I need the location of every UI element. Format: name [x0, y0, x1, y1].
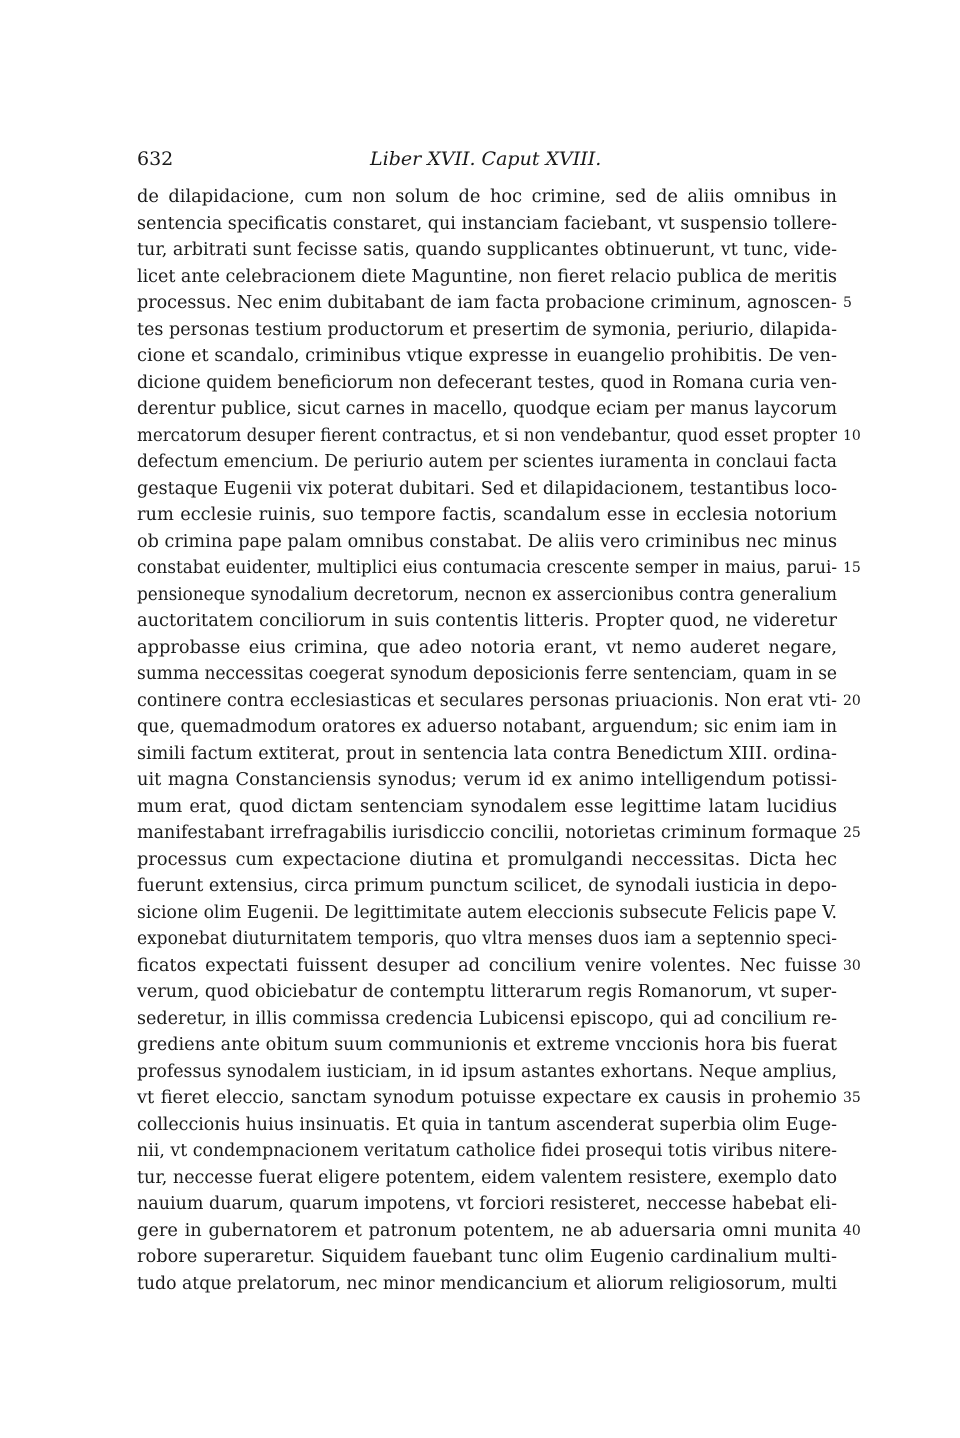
line-text: derentur publice, sicut carnes in macello, quodque eciam per manus laycorum [137, 398, 837, 419]
text-line [137, 1138, 837, 1165]
line-text: constabat euidenter, multiplici eius contumacia crescente semper in maius, parui- [137, 557, 837, 578]
text-line [137, 502, 837, 529]
text-line [137, 661, 837, 688]
text-line [137, 608, 837, 635]
line-text: gestaque Eugenii vix poterat dubitari. Sed et dilapidacionem, testantibus loco- [137, 477, 837, 499]
line-number: 20 [843, 692, 861, 709]
line-text: tudo atque prelatorum, nec minor mendicancium et aliorum religiosorum, multi [137, 1272, 837, 1294]
text-line [137, 1244, 837, 1271]
text-line [137, 343, 837, 370]
line-text: que, quemadmodum oratores ex aduerso notabant, arguendum; sic enim iam in [137, 716, 837, 737]
text-line [137, 211, 837, 238]
text-line [137, 873, 837, 900]
text-line [137, 926, 837, 953]
text-line [137, 1059, 837, 1086]
line-text: uit magna Constanciensis synodus; verum id ex animo intelligendum potissi- [137, 769, 837, 790]
text-line [137, 767, 837, 794]
line-text: cione et scandalo, criminibus vtique expresse in euangelio prohibitis. De ven- [137, 345, 837, 366]
body-text [137, 184, 861, 1297]
line-text: rum ecclesie ruinis, suo tempore factis, scandalum esse in ecclesia notorium [137, 504, 837, 525]
text-line [137, 184, 837, 211]
line-text: fuerunt extensius, circa primum punctum scilicet, de synodali iusticia in depo- [137, 875, 837, 896]
text-line [137, 1191, 837, 1218]
line-text: manifestabant irrefragabilis iurisdiccio concilii, notorietas criminum formaque [137, 822, 837, 843]
line-number: 5 [843, 295, 852, 311]
line-number: 40 [843, 1222, 861, 1239]
text-line [137, 476, 837, 503]
line-text: tur, arbitrati sunt fecisse satis, quando supplicantes obtinuerunt, vt tunc, vide- [137, 239, 837, 260]
text-line [137, 820, 861, 847]
line-text: approbasse eius crimina, que adeo notoria erant, vt nemo auderet negare, [137, 636, 837, 658]
text-line [137, 1218, 861, 1245]
line-number: 30 [843, 957, 861, 974]
line-text: defectum emencium. De periurio autem per scientes iuramenta in conclaui facta [137, 451, 837, 472]
text-line [137, 953, 861, 980]
line-text: processus. Nec enim dubitabant de iam facta probacione criminum, agnoscen- [137, 292, 837, 313]
text-line [137, 237, 837, 264]
running-head: Liber XVII. Caput XVIII. [370, 148, 602, 170]
text-line [137, 449, 837, 476]
text-line [137, 264, 837, 291]
line-text: verum, quod obiciebatur de contemptu litterarum regis Romanorum, vt super- [137, 981, 837, 1002]
line-text: ficatos expectati fuissent desuper ad concilium venire volentes. Nec fuisse [137, 954, 837, 976]
line-text: sicione olim Eugenii. De legittimitate autem eleccionis subsecute Felicis pape V. [137, 901, 837, 923]
line-text: robore superaretur. Siquidem fauebant tunc olim Eugenio cardinalium multi- [137, 1246, 837, 1267]
line-text: professus synodalem iusticiam, in id ipsum astantes exhortans. Neque amplius, [137, 1060, 837, 1082]
text-line [137, 555, 861, 582]
line-text: dicione quidem beneficiorum non defecerant testes, quod in Romana curia ven- [137, 371, 837, 393]
text-line [137, 794, 837, 821]
text-line [137, 1085, 861, 1112]
text-line [137, 714, 837, 741]
text-line [137, 1271, 837, 1298]
page-number: 632 [137, 148, 174, 170]
line-text: de dilapidacione, cum non solum de hoc crimine, sed de aliis omnibus in [137, 186, 837, 207]
text-line [137, 317, 837, 344]
text-line [137, 847, 837, 874]
line-text: simili factum extiterat, prout in sentencia lata contra Benedictum XIII. ordina- [137, 742, 837, 764]
line-text: tes personas testium productorum et presertim de symonia, periurio, dilapida- [137, 318, 837, 340]
line-text: continere contra ecclesiasticas et seculares personas priuacionis. Non erat vti- [137, 689, 837, 711]
line-text: exponebat diuturnitatem temporis, quo vltra menses duos iam a septennio speci- [137, 928, 837, 949]
line-text: nauium duarum, quarum impotens, vt forciori resisteret, neccesse habebat eli- [137, 1193, 837, 1214]
line-number: 35 [843, 1090, 861, 1106]
line-text: auctoritatem conciliorum in suis contentis litteris. Propter quod, ne videretur [137, 610, 837, 631]
text-line [137, 1006, 837, 1033]
line-text: ob crimina pape palam omnibus constabat. De aliis vero criminibus nec minus [137, 530, 837, 552]
line-text: gere in gubernatorem et patronum potentem, ne ab aduersaria omni munita [137, 1219, 837, 1241]
text-line [137, 900, 837, 927]
line-text: nii, vt condempnacionem veritatum catholice fidei prosequi totis viribus nitere- [137, 1140, 837, 1161]
line-number: 15 [843, 560, 861, 576]
text-line [137, 1032, 837, 1059]
text-line [137, 635, 837, 662]
page-header [137, 148, 837, 178]
line-text: vt fieret eleccio, sanctam synodum potuisse expectare ex causis in prohemio [137, 1087, 837, 1108]
line-text: tur, neccesse fuerat eligere potentem, eidem valentem resistere, exemplo dato [137, 1166, 837, 1188]
line-text: colleccionis huius insinuatis. Et quia in tantum ascenderat superbia olim Euge- [137, 1113, 837, 1135]
text-line [137, 290, 852, 317]
line-text: mercatorum desuper fierent contractus, et si non vendebantur, quod esset propter [137, 424, 837, 446]
line-text: pensioneque synodalium decretorum, necnon ex assercionibus contra generalium [137, 583, 837, 605]
line-text: licet ante celebracionem diete Maguntine, non fieret relacio publica de meritis [137, 265, 837, 287]
text-line [137, 688, 861, 715]
line-number: 10 [843, 427, 861, 444]
line-text: summa neccessitas coegerat synodum deposicionis ferre sentenciam, quam in se [137, 663, 837, 684]
text-line [137, 529, 837, 556]
line-text: sederetur, in illis commissa credencia Lubicensi episcopo, qui ad concilium re- [137, 1007, 837, 1029]
text-line [137, 1165, 837, 1192]
line-text: grediens ante obitum suum communionis et extreme vnccionis hora bis fuerat [137, 1034, 837, 1055]
text-line [137, 582, 837, 609]
line-number: 25 [843, 825, 861, 841]
text-line [137, 396, 837, 423]
line-text: processus cum expectacione diutina et promulgandi neccessitas. Dicta hec [137, 848, 837, 870]
text-line [137, 1112, 837, 1139]
text-line [137, 979, 837, 1006]
line-text: mum erat, quod dictam sentenciam synodalem esse legittime latam lucidius [137, 795, 837, 817]
text-line [137, 741, 837, 768]
line-text: sentencia specificatis constaret, qui instanciam faciebant, vt suspensio tollere- [137, 212, 837, 234]
text-line [137, 370, 837, 397]
text-line [137, 423, 861, 450]
